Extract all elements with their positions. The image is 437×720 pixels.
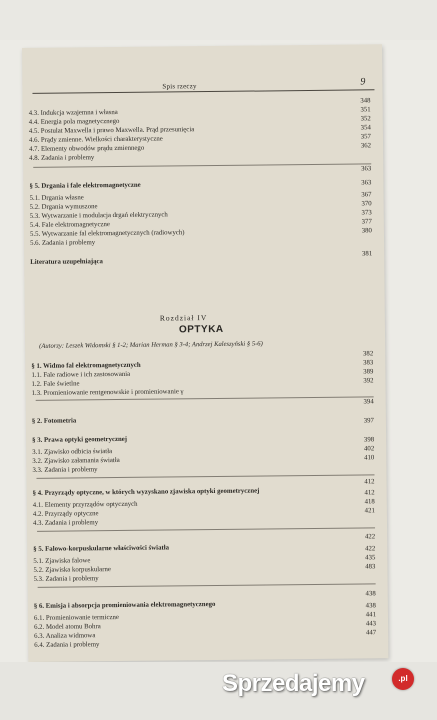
toc-page: 370 [361,200,372,208]
toc-entry: 6.4. Zadania i problemy [34,641,100,649]
toc-entry: 6.1. Promieniowanie termiczne [33,614,119,622]
toc-page: 438 [365,602,376,610]
toc-page: 397 [363,417,374,425]
toc-entry: 3.3. Zadania i problemy [32,466,98,474]
toc-entry: 4.2. Przyrządy optyczne [32,510,99,518]
toc-page: 354 [360,124,371,132]
toc-page: 412 [364,489,375,497]
toc-page: 410 [364,454,375,462]
chapter-label: Rozdział IV [159,313,208,323]
toc-page: 381 [361,250,373,258]
toc-section-title: § 5. Falowo-korpuskularne właściwości światła [33,544,170,553]
background-top [0,0,437,40]
toc-page: 402 [363,445,375,453]
toc-section-title: § 2. Fotometria [31,417,77,425]
toc-page: 438 [365,590,376,598]
toc-entry: 4.6. Prądy zmienne. Wielkości charakterystyczne [28,135,163,144]
toc-rule [37,474,375,479]
toc-page: 412 [364,478,375,486]
toc-entry: 4.3. Zadania i problemy [32,519,99,527]
toc-entry: 6.2. Model atomu Bohra [34,623,101,631]
chapter-authors: (Autorzy: Leszek Widomski § 1-2; Marian Herman § 3-4; Andrzej Kaleszyński § 5-6) [39,340,263,350]
toc-entry: 5.2. Zjawiska korpuskularne [33,566,111,574]
toc-page: 377 [361,218,372,226]
toc-entry: 5.5. Wytwarzanie fal elektromagnetycznych (radiowych) [29,229,185,238]
watermark-badge: .pl [392,668,414,690]
toc-entry: 4.7. Elementy obwodów prądu zmiennego [29,144,145,153]
toc-page: 352 [360,115,371,123]
toc-entry: 1.2. Fale świetlne [31,380,80,388]
toc-page: 421 [364,507,375,515]
toc-page: 373 [361,209,372,217]
toc-section-title: § 6. Emisja i absorpcja promieniowania elektromagnetycznego [33,601,216,610]
toc-page: 422 [365,545,376,553]
toc-literature: Literatura uzupełniająca [30,258,103,266]
toc-entry: 4.1. Elementy przyrządów optycznych [32,500,138,509]
toc-page: 362 [360,142,372,150]
toc-page: 348 [360,97,371,105]
chapter-title: OPTYKA [178,323,224,336]
toc-entry: 4.4. Energia pola magnetycznego [28,117,120,126]
toc-page: 418 [364,498,375,506]
toc-entry: 1.3. Promieniowanie rentgenowskie i promieniowanie γ [31,388,184,397]
toc-page: 382 [362,350,374,358]
toc-section-title: § 1. Widmo fal elektromagnetycznych [31,361,141,370]
toc-page: 447 [365,629,377,637]
toc-rule [33,163,371,168]
toc-entry: 5.1. Drgania własne [29,194,84,202]
toc-rule [38,583,376,588]
toc-entry: 3.1. Zjawisko odbicia światła [32,448,113,456]
toc-entry: 5.4. Fale elektromagnetyczne [29,221,110,229]
watermark-text: Sprzedajemy [222,670,365,697]
book-page [22,44,388,662]
toc-entry: 4.3. Indukcja wzajemna i własna [28,109,118,117]
toc-entry: 5.3. Wytwarzanie i modulacja drgań elektrycznych [29,211,168,220]
toc-entry: 6.3. Analiza widmowa [34,632,96,640]
toc-page: 392 [363,377,374,385]
toc-entry: 4.5. Postulat Maxwella i prawo Maxwella. Prąd przesunięcia [28,126,195,135]
toc-section-title: § 3. Prawa optyki geometrycznej [32,435,128,444]
toc-entry: 5.1. Zjawiska falowe [33,557,91,565]
toc-entry: 5.6. Zadania i problemy [30,239,96,247]
toc-rule [37,527,375,532]
header-rule [32,89,374,94]
toc-page: 363 [361,165,372,173]
toc-entry: 4.8. Zadania i problemy [29,154,95,162]
running-header: Spis rzeczy [162,82,197,91]
toc-entry: 1.1. Fale radiowe i ich zastosowania [31,370,131,379]
toc-section-title: § 4. Przyrządy optyczne, w których wyzyskano zjawiska optyki geometrycznej [32,487,260,497]
toc-page: 483 [365,563,376,571]
toc-page: 394 [363,398,374,406]
toc-entry: 5.2. Drgania wymuszone [29,203,98,211]
toc-page: 380 [361,227,372,235]
page-number: 9 [360,76,366,88]
toc-page: 422 [364,533,376,541]
toc-page: 383 [363,359,374,367]
toc-page: 363 [361,179,372,187]
toc-page: 357 [360,133,371,141]
toc-page: 389 [363,368,374,376]
toc-page: 441 [365,611,376,619]
toc-page: 435 [365,554,376,562]
toc-page: 443 [365,620,377,628]
toc-section-title: § 5. Drgania i fale elektromagnetyczne [29,181,141,190]
toc-entry: 5.3. Zadania i problemy [33,575,99,583]
toc-page: 367 [361,191,372,199]
toc-page: 398 [363,436,375,444]
toc-page: 351 [360,106,371,114]
toc-entry: 3.2. Zjawisko załamania światła [32,456,120,465]
watermark [222,666,422,716]
